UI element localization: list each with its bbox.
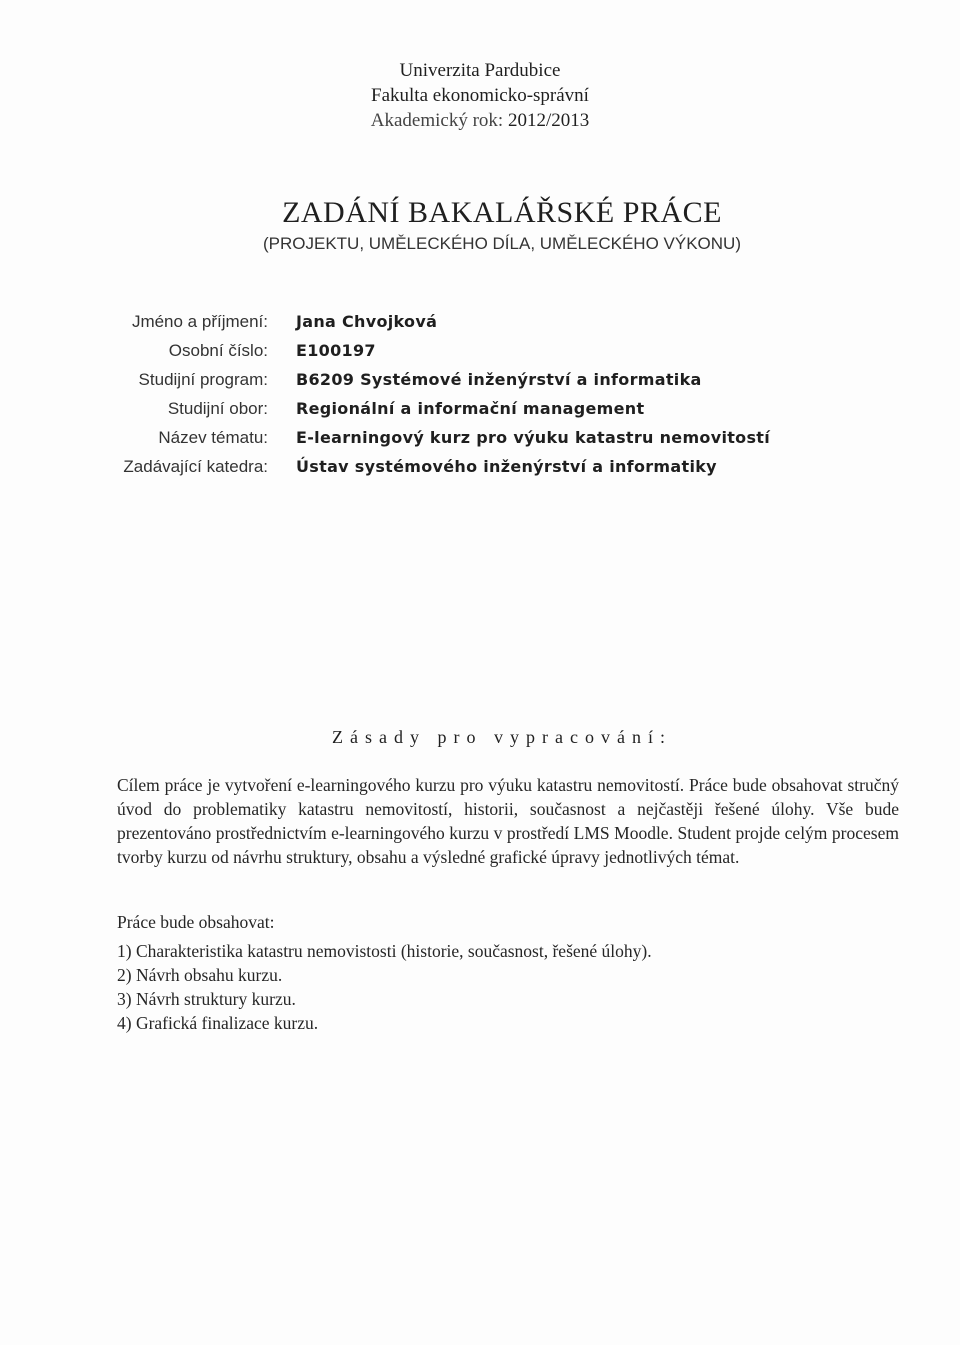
info-row-department	[100, 457, 920, 486]
info-row-personal-number	[100, 341, 920, 370]
list-item: 2) Návrh obsahu kurzu.	[117, 965, 283, 985]
info-row-topic	[100, 428, 920, 457]
info-value-program: B6209 Systémové inženýrství a informatika	[296, 370, 702, 389]
info-row-name	[100, 312, 920, 341]
content-list	[117, 910, 899, 1035]
academic-year	[0, 108, 960, 133]
info-value-field: Regionální a informační management	[296, 399, 645, 418]
document-header	[0, 58, 960, 133]
info-label-personal-number: Osobní číslo:	[168, 341, 268, 360]
document-subtitle: (PROJEKTU, UMĚLECKÉHO DÍLA, UMĚLECKÉHO VÝKONU)	[263, 234, 741, 253]
info-row-field	[100, 399, 920, 428]
list-item: 4) Grafická finalizace kurzu.	[117, 1013, 319, 1033]
list-item: 3) Návrh struktury kurzu.	[117, 989, 296, 1009]
document-title: ZADÁNÍ BAKALÁŘSKÉ PRÁCE	[282, 196, 722, 229]
list-item: 1) Charakteristika katastru nemovistosti (historie, současnost, řešené úlohy).	[117, 941, 652, 961]
assignment-paragraph: Cílem práce je vytvoření e-learningového kurzu pro výuku katastru nemovitostí. Práce bude obsahovat stručný úvod do problematiky katastru nemovitostí, historii, současnost a nejčastěji řešené úlohy. Vše bude prezentováno prostřednictvím e-learningového kurzu v prostředí LMS Moodle. Student projde celým procesem tvorby kurzu od návrhu struktury, obsahu a výsledné grafické úpravy jednotlivých témat.	[117, 775, 899, 867]
info-value-name: Jana Chvojková	[296, 312, 438, 331]
info-value-personal-number: E100197	[296, 341, 376, 360]
section-heading: Zásady pro vypracování:	[332, 727, 672, 747]
faculty-name: Fakulta ekonomicko-správní	[371, 85, 589, 106]
academic-year-label: Akademický rok:	[370, 110, 504, 131]
info-label-department: Zadávající katedra:	[123, 457, 268, 476]
info-value-department: Ústav systémového inženýrství a informatiky	[296, 457, 717, 476]
list-intro: Práce bude obsahovat:	[117, 912, 275, 932]
info-label-name: Jméno a příjmení:	[131, 312, 268, 331]
info-row-program	[100, 370, 920, 399]
info-label-topic: Název tématu:	[158, 428, 268, 447]
academic-year-value: 2012/2013	[507, 110, 590, 131]
info-value-topic: E-learningový kurz pro výuku katastru nemovitostí	[296, 428, 771, 447]
info-label-program: Studijní program:	[138, 370, 268, 389]
university-name: Univerzita Pardubice	[399, 60, 561, 81]
info-label-field: Studijní obor:	[167, 399, 268, 418]
student-info	[100, 312, 920, 486]
